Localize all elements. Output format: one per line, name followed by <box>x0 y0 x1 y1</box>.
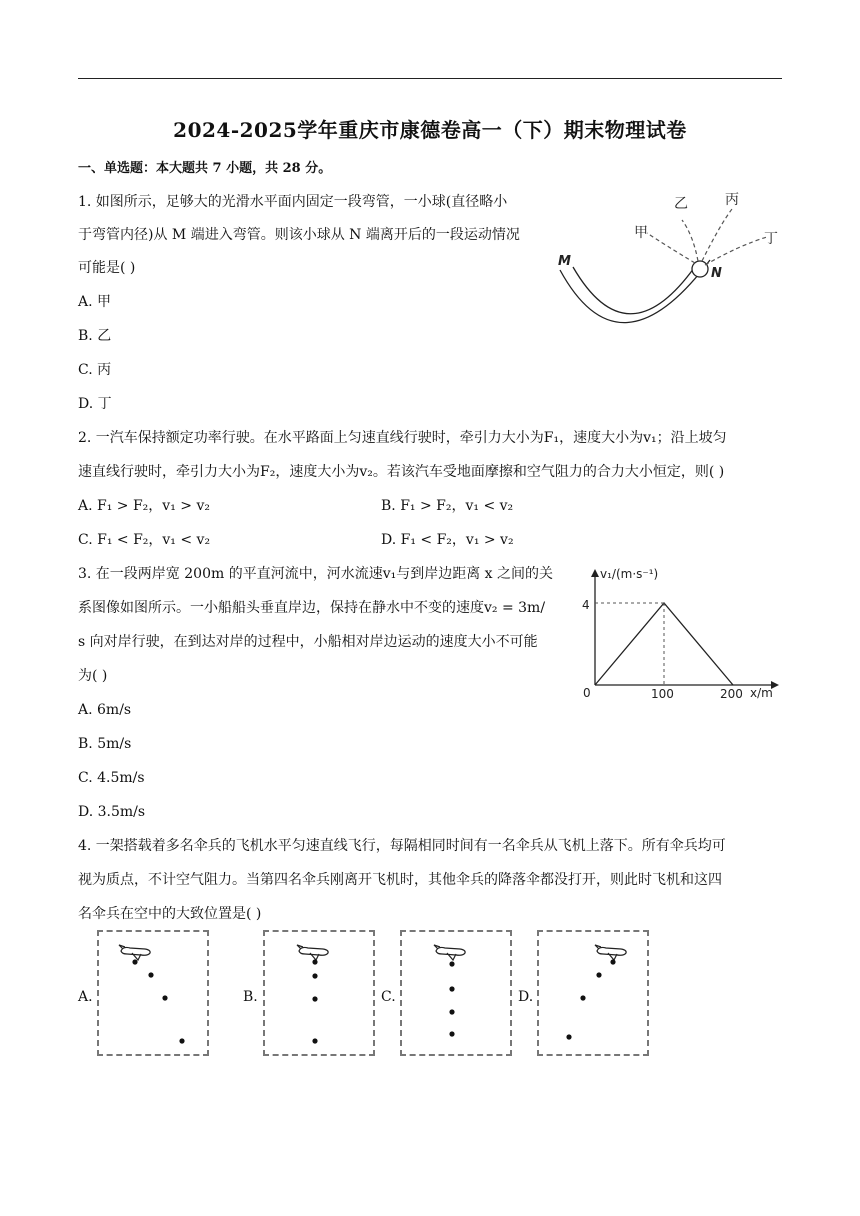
q1-line-2: 于弯管内径)从 M 端进入弯管。则该小球从 N 端离开后的一段运动情况 <box>78 227 520 243</box>
q4-option-a-label: A. <box>78 989 93 1005</box>
parachutist-dot <box>148 972 153 977</box>
path-bing <box>702 209 732 261</box>
label-m: M <box>558 254 571 269</box>
tube-inner-arc <box>573 267 694 314</box>
parachutist-dot <box>312 1038 317 1043</box>
q4-option-d-label: D. <box>518 989 534 1005</box>
q4-option-c-diagram <box>402 932 510 1054</box>
q2-line-1: 2. 一汽车保持额定功率行驶。在水平路面上匀速直线行驶时，牵引力大小为F₁，速度大小为v₁；沿上坡匀 <box>78 430 727 446</box>
header-rule <box>78 78 782 79</box>
airplane-icon <box>297 945 328 960</box>
label-jia: 甲 <box>634 225 648 241</box>
page-title: 2024-2025学年重庆市康德卷高一（下）期末物理试卷 <box>173 118 687 142</box>
path-yi <box>682 220 698 261</box>
q4-option-c-box <box>400 930 512 1056</box>
q1-line-1: 1. 如图所示，足够大的光滑水平面内固定一段弯管，一小球(直径略小 <box>78 194 508 210</box>
q2-option-c: C. F₁ < F₂，v₁ < v₂ <box>78 532 211 548</box>
parachutist-dot <box>449 1031 454 1036</box>
q1-option-d: D. 丁 <box>78 396 112 412</box>
parachutist-dot <box>179 1038 184 1043</box>
x-tick-200: 200 <box>720 687 743 701</box>
q3-line-4: 为( ) <box>78 668 108 684</box>
q3-option-a: A. 6m/s <box>78 702 132 718</box>
q4-line-2: 视为质点，不计空气阻力。当第四名伞兵刚离开飞机时，其他伞兵的降落伞都没打开，则此时飞机和这四 <box>78 872 722 888</box>
parachutist-dot <box>312 959 317 964</box>
path-jia <box>647 233 695 263</box>
q1-option-c: C. 丙 <box>78 362 112 378</box>
q2-option-b: B. F₁ > F₂，v₁ < v₂ <box>381 498 514 514</box>
parachutist-dot <box>580 995 585 1000</box>
q3-option-c: C. 4.5m/s <box>78 770 145 786</box>
path-ding <box>705 237 767 265</box>
parachutist-dot <box>449 961 454 966</box>
q1-line-3: 可能是( ) <box>78 260 136 276</box>
label-yi: 乙 <box>674 196 688 212</box>
parachutist-dot <box>610 959 615 964</box>
q1-option-b: B. 乙 <box>78 328 112 344</box>
airplane-icon <box>595 945 626 960</box>
q3-velocity-graph <box>575 560 785 705</box>
label-ding: 丁 <box>764 231 778 247</box>
parachutist-dot <box>566 1034 571 1039</box>
parachutist-dot <box>132 959 137 964</box>
q1-option-a: A. 甲 <box>78 294 112 310</box>
label-n: N <box>711 266 722 281</box>
q3-option-b: B. 5m/s <box>78 736 132 752</box>
q2-option-d: D. F₁ < F₂，v₁ > v₂ <box>381 532 514 548</box>
y-axis-label: v₁/(m·s⁻¹) <box>600 567 659 581</box>
parachutist-dot <box>312 996 317 1001</box>
q4-option-d-diagram <box>539 932 647 1054</box>
label-bing: 丙 <box>725 192 739 208</box>
q4-option-b-diagram <box>265 932 373 1054</box>
y-tick-4: 4 <box>582 598 590 612</box>
ball-circle <box>692 261 708 277</box>
q4-option-b-label: B. <box>243 989 258 1005</box>
q4-line-1: 4. 一架搭载着多名伞兵的飞机水平匀速直线飞行，每隔相同时间有一名伞兵从飞机上落下。所有伞兵均可 <box>78 838 726 854</box>
q3-line-1: 3. 在一段两岸宽 200m 的平直河流中，河水流速v₁与到岸边距离 x 之间的关 <box>78 566 554 582</box>
y-axis-arrow <box>591 569 599 577</box>
q4-option-a-box <box>97 930 209 1056</box>
parachutist-dot <box>596 972 601 977</box>
airplane-icon <box>119 945 150 960</box>
airplane-icon <box>434 945 465 960</box>
q3-line-2: 系图像如图所示。一小船船头垂直岸边，保持在静水中不变的速度v₂ = 3m/ <box>78 600 546 616</box>
q4-option-a-diagram <box>99 932 207 1054</box>
q3-option-d: D. 3.5m/s <box>78 804 146 820</box>
x-axis-label: x/m <box>750 686 773 700</box>
q2-option-a: A. F₁ > F₂，v₁ > v₂ <box>78 498 210 514</box>
section-heading: 一、单选题：本大题共 7 小题，共 28 分。 <box>78 161 332 176</box>
q4-option-c-label: C. <box>381 989 396 1005</box>
q2-line-2: 速直线行驶时，牵引力大小为F₂，速度大小为v₂。若该汽车受地面摩擦和空气阻力的合力大小恒定，则( ) <box>78 464 725 480</box>
q4-line-3: 名伞兵在空中的大致位置是( ) <box>78 906 262 922</box>
origin-label: 0 <box>583 686 591 700</box>
q3-line-3: s 向对岸行驶，在到达对岸的过程中，小船相对岸边运动的速度大小不可能 <box>78 634 538 650</box>
parachutist-dot <box>312 973 317 978</box>
parachutist-dot <box>449 986 454 991</box>
parachutist-dot <box>162 995 167 1000</box>
q4-option-b-box <box>263 930 375 1056</box>
q1-figure-curved-tube <box>555 185 785 335</box>
parachutist-dot <box>449 1009 454 1014</box>
q4-option-d-box <box>537 930 649 1056</box>
x-tick-100: 100 <box>651 687 674 701</box>
